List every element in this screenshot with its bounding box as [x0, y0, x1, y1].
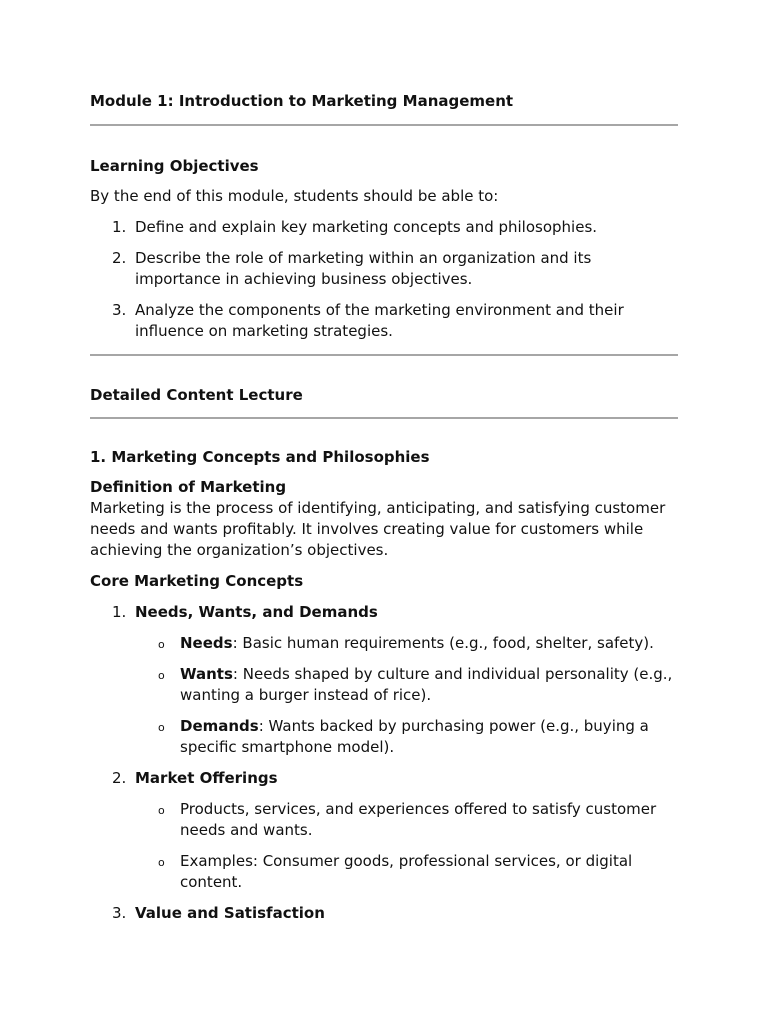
- term: Needs: [180, 634, 233, 652]
- sub-item-text: Products, services, and experiences offered to satisfy customer needs and wants.: [180, 800, 657, 839]
- definition-text: Marketing is the process of identifying, anticipating, and satisfying customer needs and wants profitably. It involves creating value for customers while achieving the organization’s objectives.: [90, 499, 666, 559]
- core-concepts-heading: Core Marketing Concepts: [90, 572, 304, 590]
- list-number: 3.: [112, 904, 127, 922]
- term: Demands: [180, 717, 259, 735]
- bullet-icon: o: [158, 721, 165, 734]
- list-item: [90, 217, 678, 238]
- term-description: : Basic human requirements (e.g., food, shelter, safety).: [232, 634, 654, 652]
- objectives-list: [90, 217, 678, 342]
- sub-list-item: [90, 633, 678, 654]
- module-title: Module 1: Introduction to Marketing Management: [90, 92, 514, 110]
- bullet-icon: o: [158, 804, 165, 817]
- sub-list-item: [90, 664, 678, 706]
- concepts-list: [90, 602, 678, 623]
- list-number: 3.: [112, 301, 127, 319]
- list-item: [90, 903, 678, 924]
- concept-title: Value and Satisfaction: [135, 904, 325, 922]
- term-description: : Needs shaped by culture and individual personality (e.g., wanting a burger instead of rice).: [180, 665, 673, 704]
- concepts-list: [90, 768, 678, 789]
- list-number: 2.: [112, 769, 127, 787]
- concept-title: Needs, Wants, and Demands: [135, 603, 378, 621]
- list-number: 1.: [112, 603, 127, 621]
- document-page: [90, 90, 678, 924]
- sub-list-item: [90, 799, 678, 841]
- learning-objectives-intro: By the end of this module, students should be able to:: [90, 187, 499, 205]
- bullet-icon: o: [158, 669, 165, 682]
- list-item-text: Define and explain key marketing concepts and philosophies.: [135, 218, 598, 236]
- list-item-text: Describe the role of marketing within an organization and its importance in achieving business objectives.: [135, 249, 592, 288]
- learning-objectives-heading: Learning Objectives: [90, 157, 259, 175]
- list-number: 2.: [112, 249, 127, 267]
- list-item: [90, 248, 678, 290]
- term-description: : Wants backed by purchasing power (e.g., buying a specific smartphone model).: [180, 717, 649, 756]
- list-item: [90, 300, 678, 342]
- term: Wants: [180, 665, 233, 683]
- list-item: [90, 768, 678, 789]
- sub-list: [90, 633, 678, 758]
- concept-title: Market Offerings: [135, 769, 278, 787]
- concepts-list: [90, 903, 678, 924]
- sub-list-item: [90, 716, 678, 758]
- definition-heading: Definition of Marketing: [90, 478, 287, 496]
- bullet-icon: o: [158, 856, 165, 869]
- sub-item-text: Examples: Consumer goods, professional services, or digital content.: [180, 852, 633, 891]
- bullet-icon: o: [158, 638, 165, 651]
- sub-list: [90, 799, 678, 893]
- list-item: [90, 602, 678, 623]
- list-number: 1.: [112, 218, 127, 236]
- list-item-text: Analyze the components of the marketing environment and their influence on marketing strategies.: [135, 301, 624, 340]
- section-heading: 1. Marketing Concepts and Philosophies: [90, 448, 430, 466]
- sub-list-item: [90, 851, 678, 893]
- lecture-heading: Detailed Content Lecture: [90, 386, 303, 404]
